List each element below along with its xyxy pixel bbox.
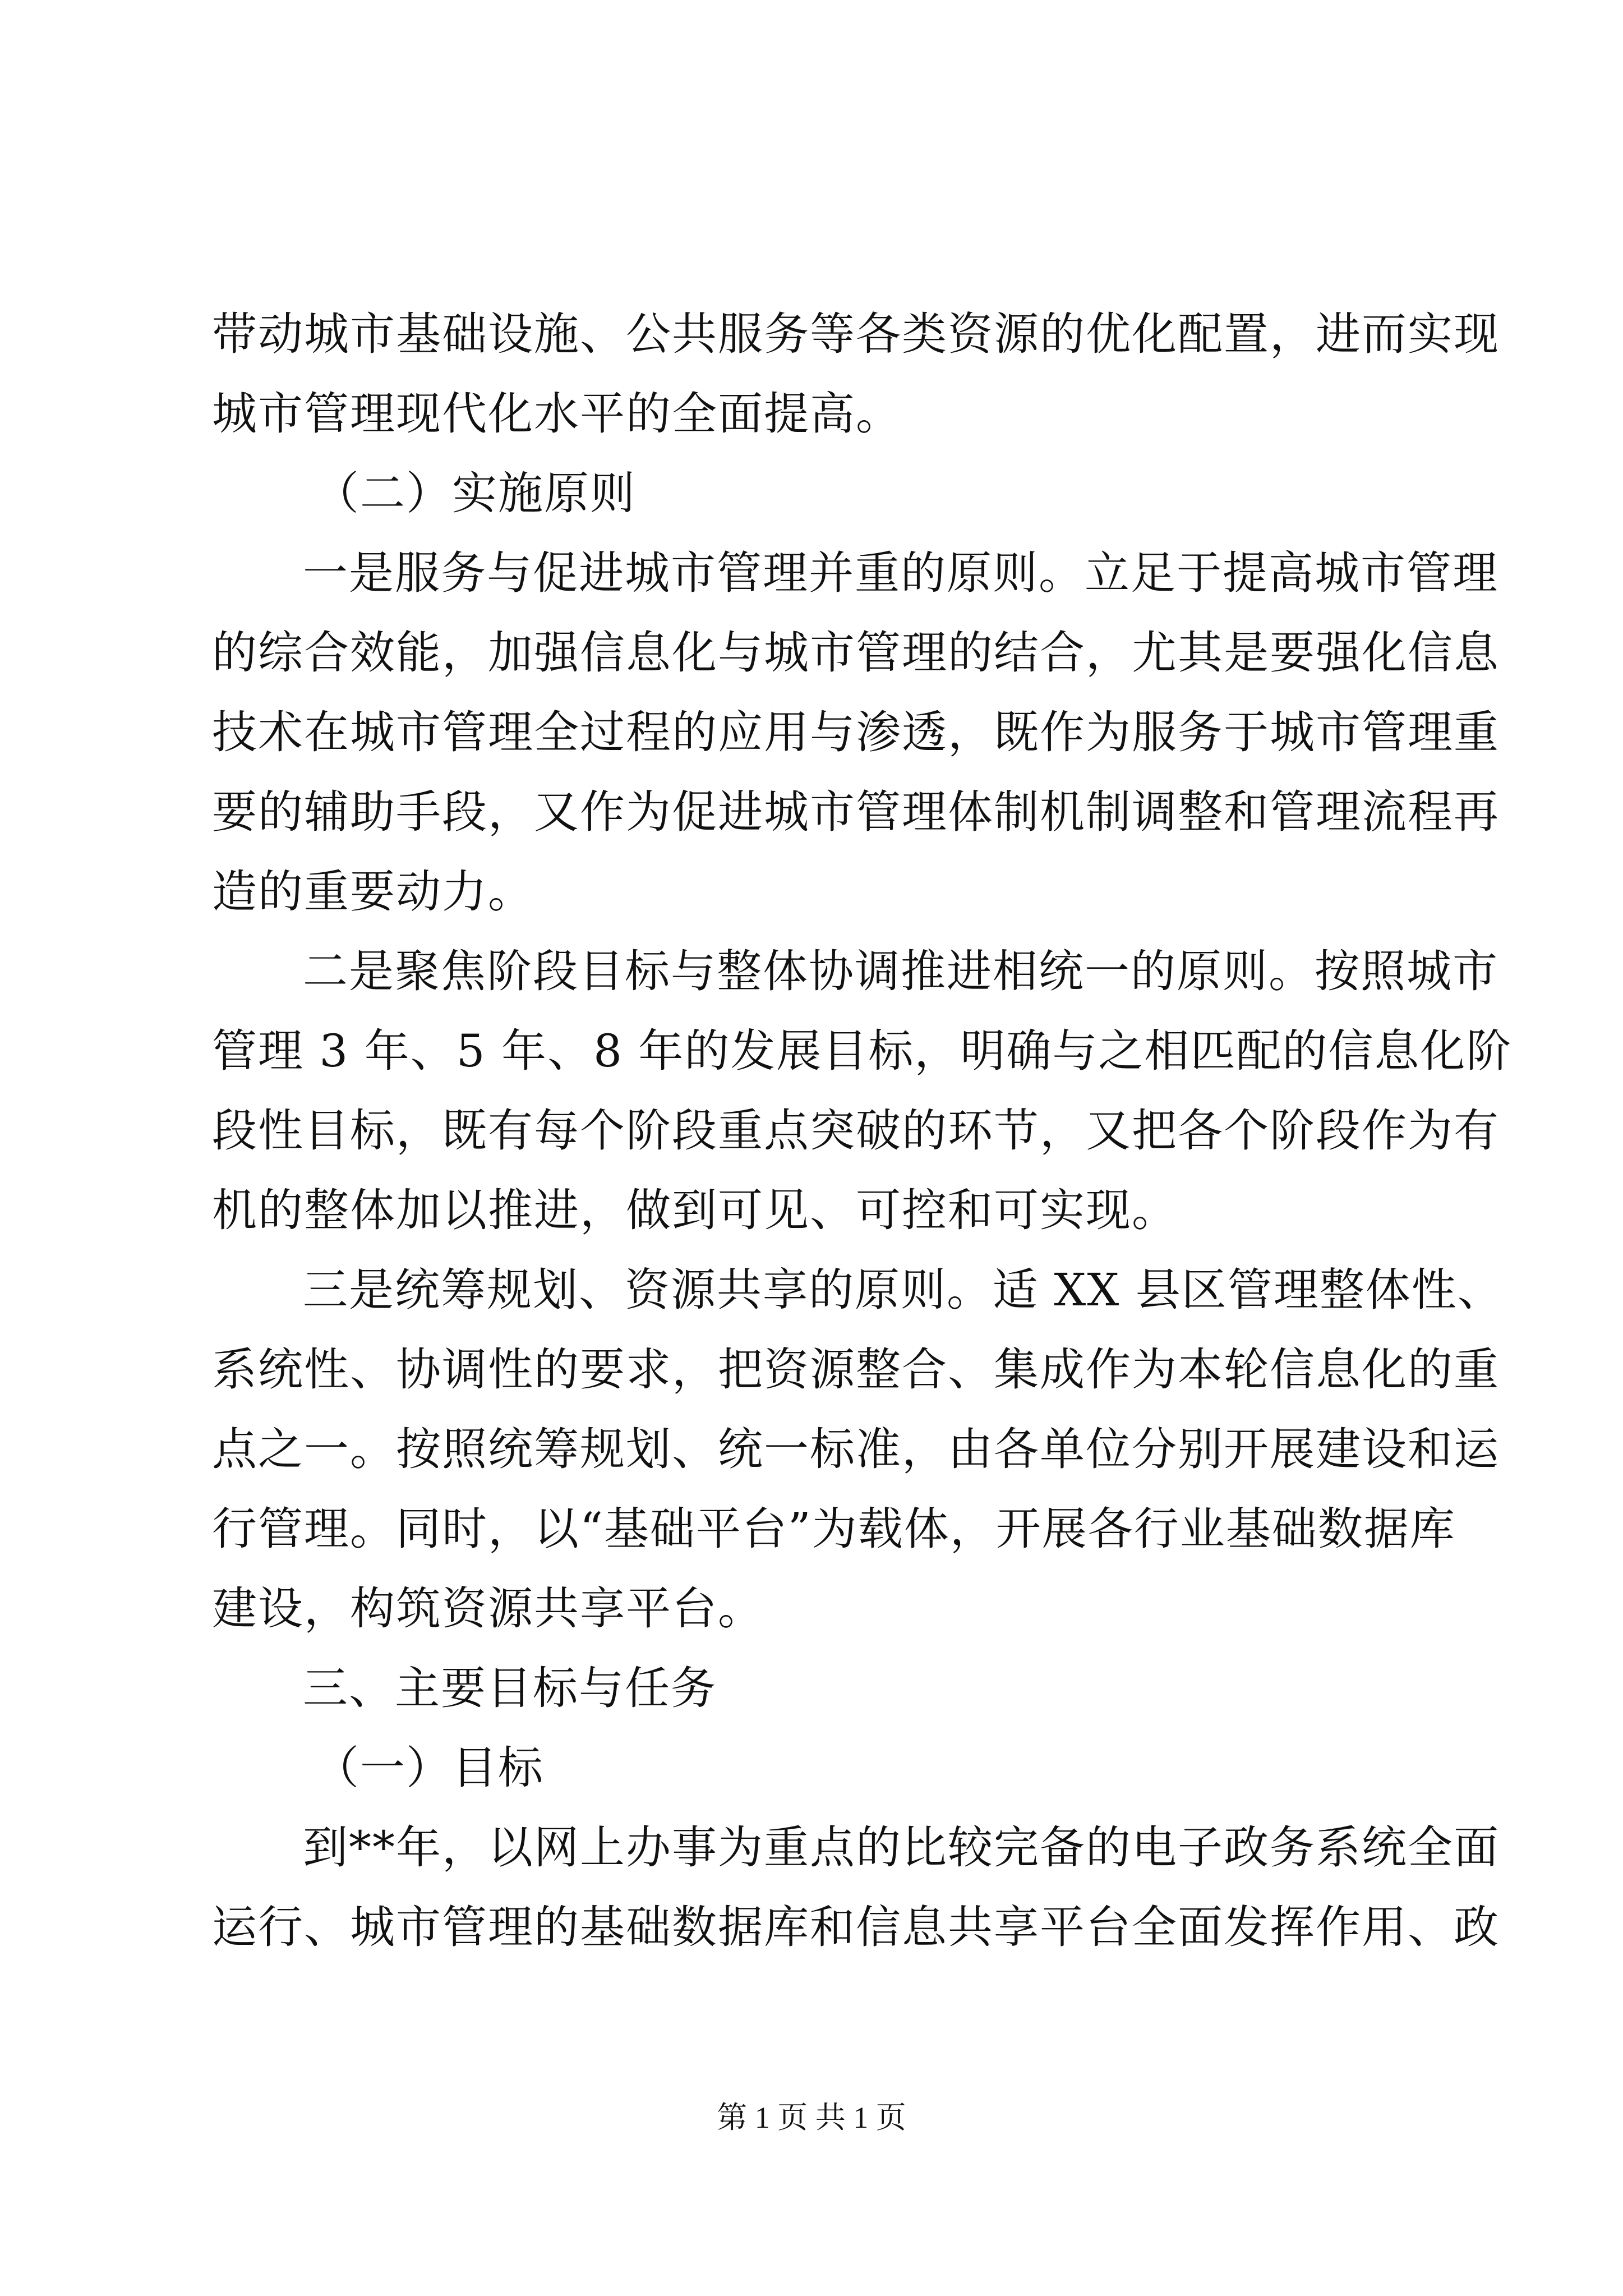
body-line-11: 段性目标，既有每个阶段重点突破的环节，又把各个阶段作为有	[212, 1105, 1500, 1157]
body-line-6: 技术在城市管理全过程的应用与渗透，既作为服务于城市管理重	[212, 706, 1500, 758]
body-line-8: 造的重要动力。	[212, 866, 534, 918]
body-line-13: 三是统筹规划、资源共享的原则。适 XX 县区管理整体性、	[303, 1264, 1504, 1316]
section-heading-goals: （一）目标	[314, 1742, 544, 1794]
section-heading-goals-tasks: 三、主要目标与任务	[303, 1662, 717, 1714]
body-line-9: 二是聚焦阶段目标与整体协调推进相统一的原则。按照城市	[303, 945, 1498, 997]
body-line-20: 到**年，以网上办事为重点的比较完备的电子政务系统全面	[303, 1821, 1500, 1874]
body-line-14: 系统性、协调性的要求，把资源整合、集成作为本轮信息化的重	[212, 1343, 1500, 1396]
body-line-17: 建设，构筑资源共享平台。	[212, 1582, 764, 1635]
page-footer: 第 1 页 共 1 页	[717, 2101, 906, 2134]
body-line-21: 运行、城市管理的基础数据库和信息共享平台全面发挥作用、政	[212, 1901, 1500, 1953]
section-heading-principles: （二）实施原则	[314, 467, 636, 519]
body-line-10: 管理 3 年、5 年、8 年的发展目标，明确与之相匹配的信息化阶	[212, 1025, 1513, 1077]
body-line-7: 要的辅助手段，又作为促进城市管理体制机制调整和管理流程再	[212, 786, 1500, 838]
body-line-5: 的综合效能，加强信息化与城市管理的结合，尤其是要强化信息	[212, 627, 1500, 679]
body-line-2: 城市管理现代化水平的全面提高。	[212, 388, 902, 440]
body-line-12: 机的整体加以推进，做到可见、可控和可实现。	[212, 1184, 1178, 1236]
body-line-1: 带动城市基础设施、公共服务等各类资源的优化配置，进而实现	[212, 308, 1500, 360]
body-line-16: 行管理。同时，以“基础平台”为载体，开展各行业基础数据库	[212, 1503, 1456, 1555]
body-line-15: 点之一。按照统筹规划、统一标准，由各单位分别开展建设和运	[212, 1423, 1500, 1475]
body-line-4: 一是服务与促进城市管理并重的原则。立足于提高城市管理	[303, 547, 1498, 599]
